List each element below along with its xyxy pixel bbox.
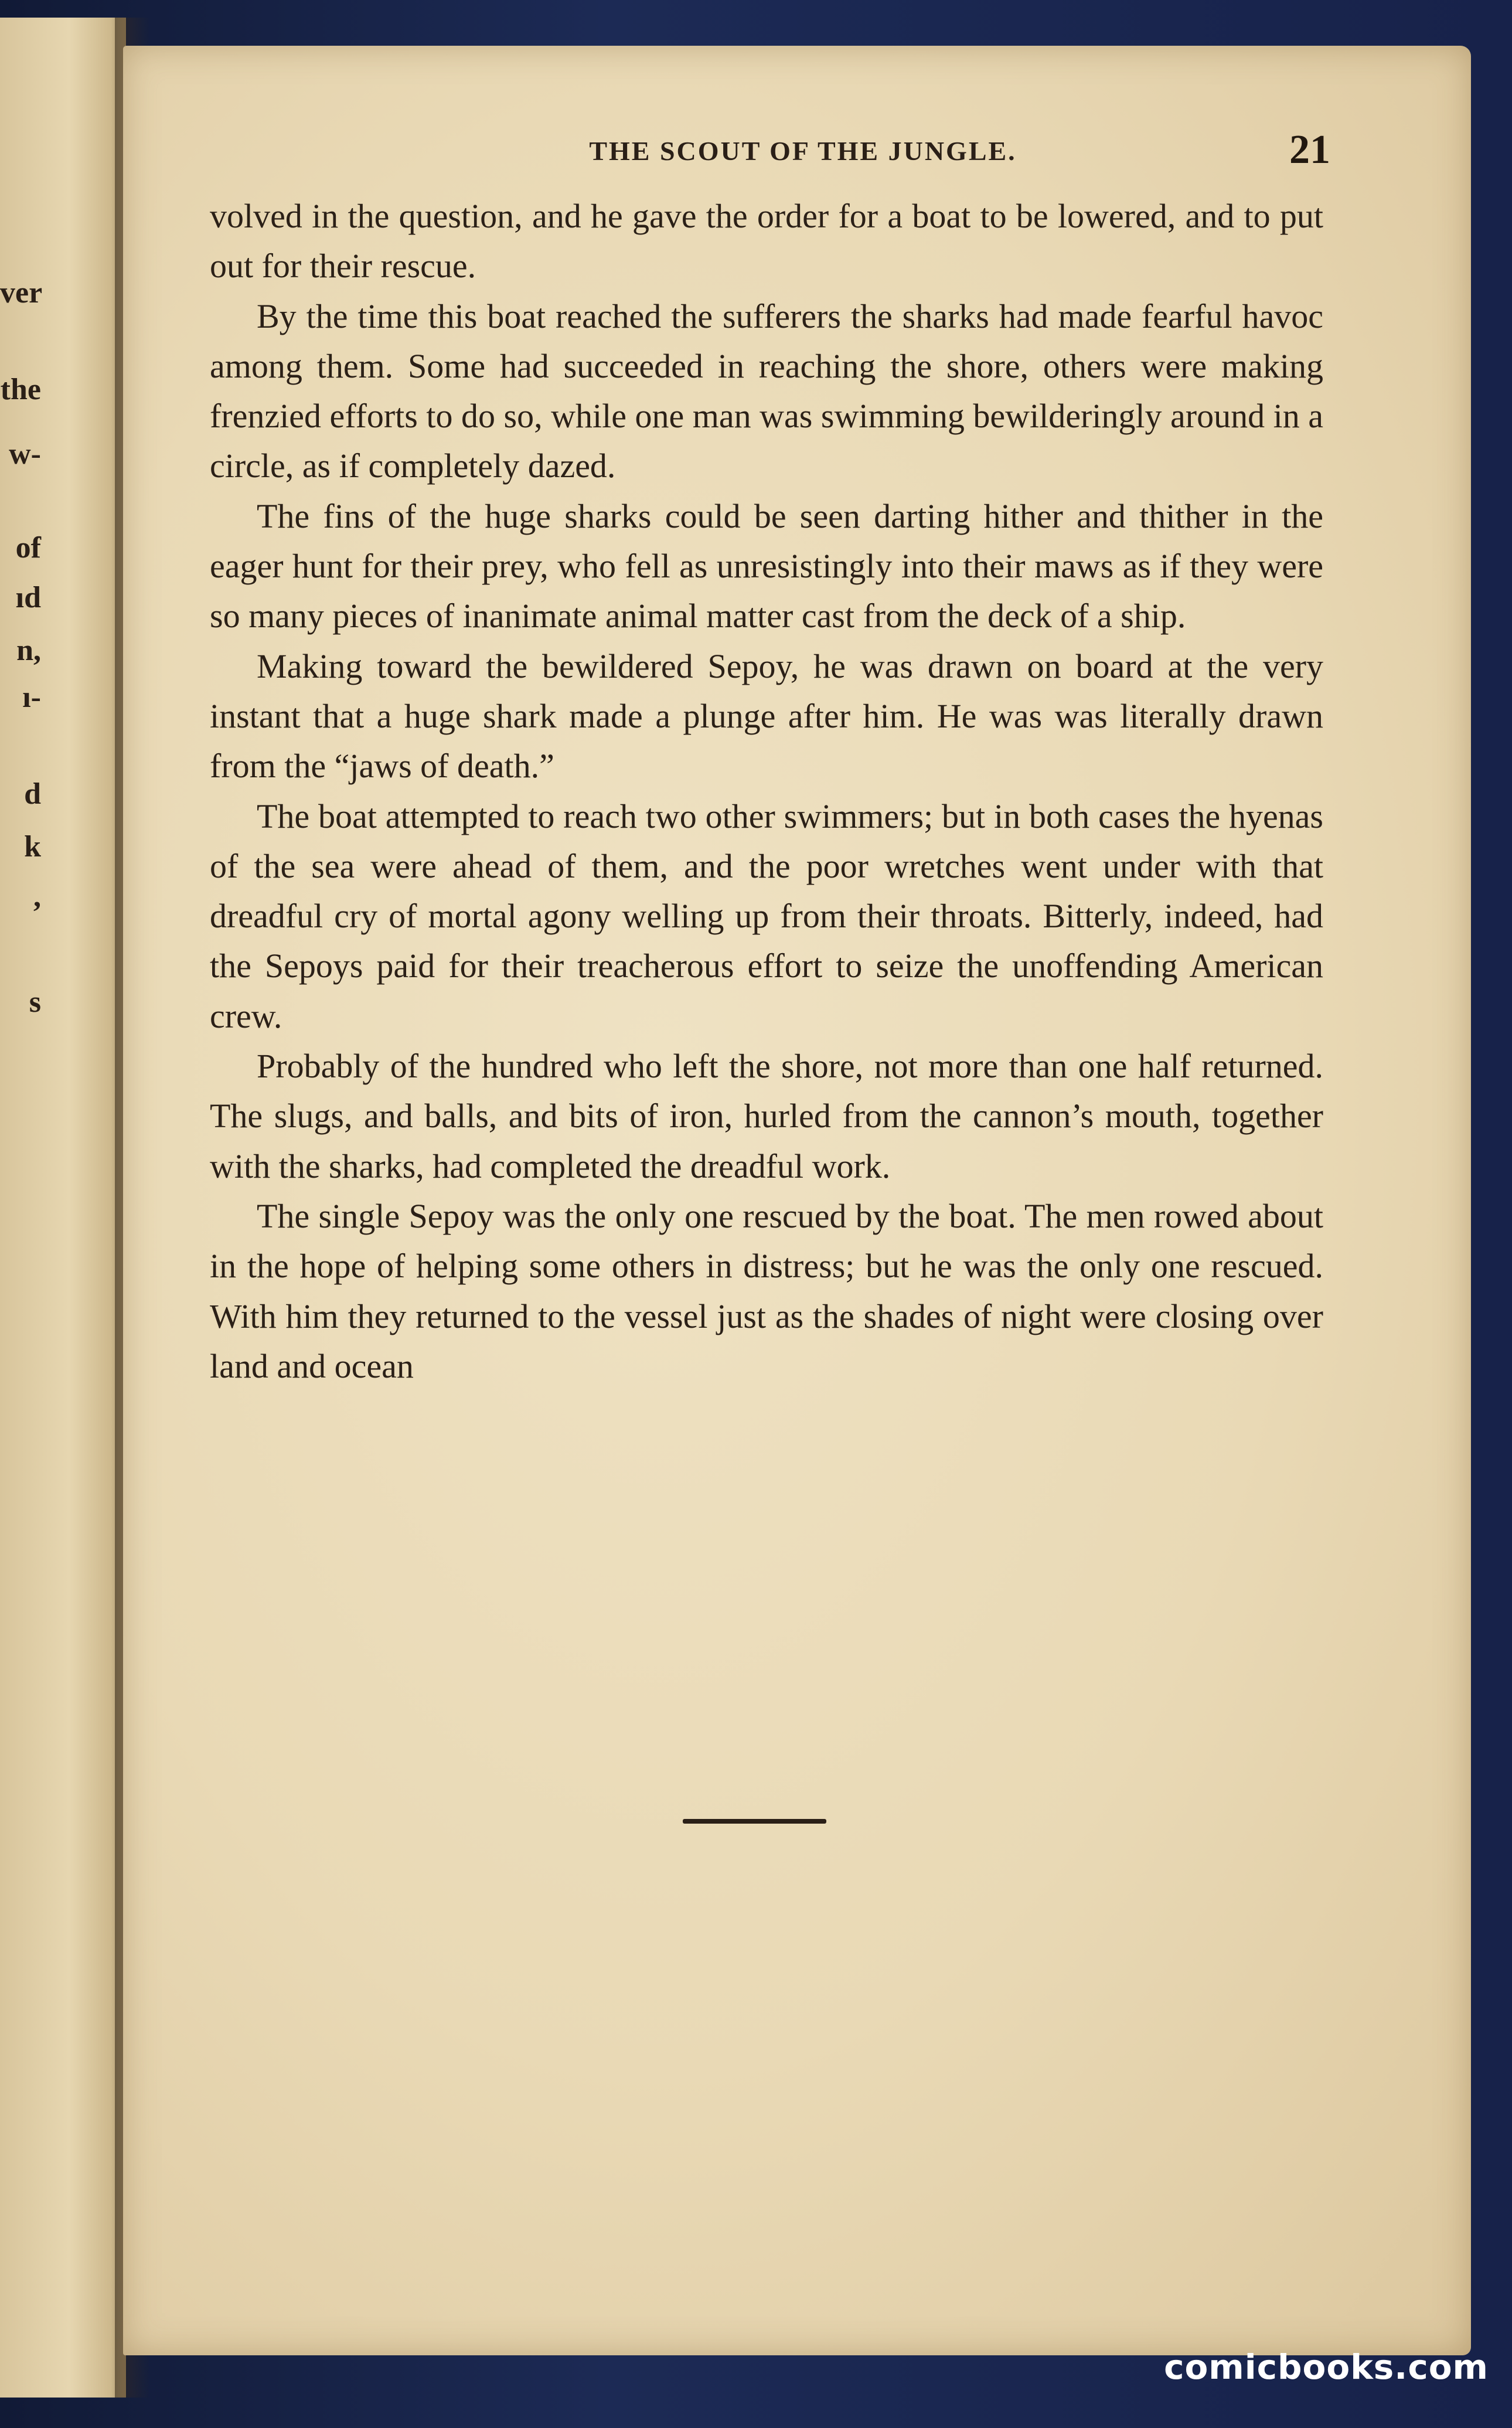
previous-page-fragment: ,	[33, 880, 41, 913]
previous-page-fragment: of	[15, 531, 41, 565]
previous-page-fragment: d	[24, 777, 41, 811]
previous-page-fragment: the	[0, 373, 41, 406]
site-watermark: comicbooks.com	[1164, 2347, 1489, 2387]
page-body-text	[210, 191, 1323, 1391]
paragraph: The boat attempted to reach two other swimmers; but in both cases the hyenas of the sea were ahead of them, and the poor wretches went under with that dreadful cry of mortal agony welling up from their throats. Bitterly, indeed, had the Sepoys paid for their treacherous effort to seize the unoffending American crew.	[210, 797, 1323, 1035]
book-page	[123, 46, 1471, 2355]
running-title: THE SCOUT OF THE JUNGLE.	[589, 136, 1017, 166]
previous-page-edge	[0, 18, 126, 2398]
page-number: 21	[1289, 127, 1330, 172]
paragraph: The single Sepoy was the only one rescued by the boat. The men rowed about in the hope of helping some others in distress; but he was the only one rescued. With him they returned to the vessel just as the shades of night were closing over land and ocean	[210, 1196, 1323, 1385]
section-end-rule	[683, 1819, 826, 1824]
paragraph: Probably of the hundred who left the shore, not more than one half returned. The slugs, and balls, and bits of iron, hurled from the cannon’s mouth, together with the sharks, had completed the dreadful work.	[210, 1047, 1323, 1185]
previous-page-fragment: k	[24, 830, 41, 863]
previous-page-fragment: n,	[16, 634, 41, 667]
previous-page-fragment: w-	[9, 437, 41, 471]
paragraph: By the time this boat reached the sufferers the sharks had made fearful havoc among them. Some had succeeded in reaching the shore, others were making frenzied efforts to do so, while one man was swimming bewilderingly around in a circle, as if completely dazed.	[210, 297, 1323, 485]
previous-page-fragment: ı-	[22, 681, 41, 714]
previous-page-fragment: ver	[0, 276, 43, 310]
previous-page-fragment: ıd	[15, 581, 41, 614]
previous-page-fragment: s	[29, 985, 41, 1019]
paragraph: volved in the question, and he gave the order for a boat to be lowered, and to put out for their rescue.	[210, 197, 1323, 285]
paragraph: The fins of the huge sharks could be seen darting hither and thither in the eager hunt for their prey, who fell as unresistingly into their maws as if they were so many pieces of inanimate animal matter cast from the deck of a ship.	[210, 497, 1323, 635]
paragraph: Making toward the bewildered Sepoy, he was drawn on board at the very instant that a huge shark made a plunge after him. He was was literally drawn from the “jaws of death.”	[210, 647, 1323, 785]
